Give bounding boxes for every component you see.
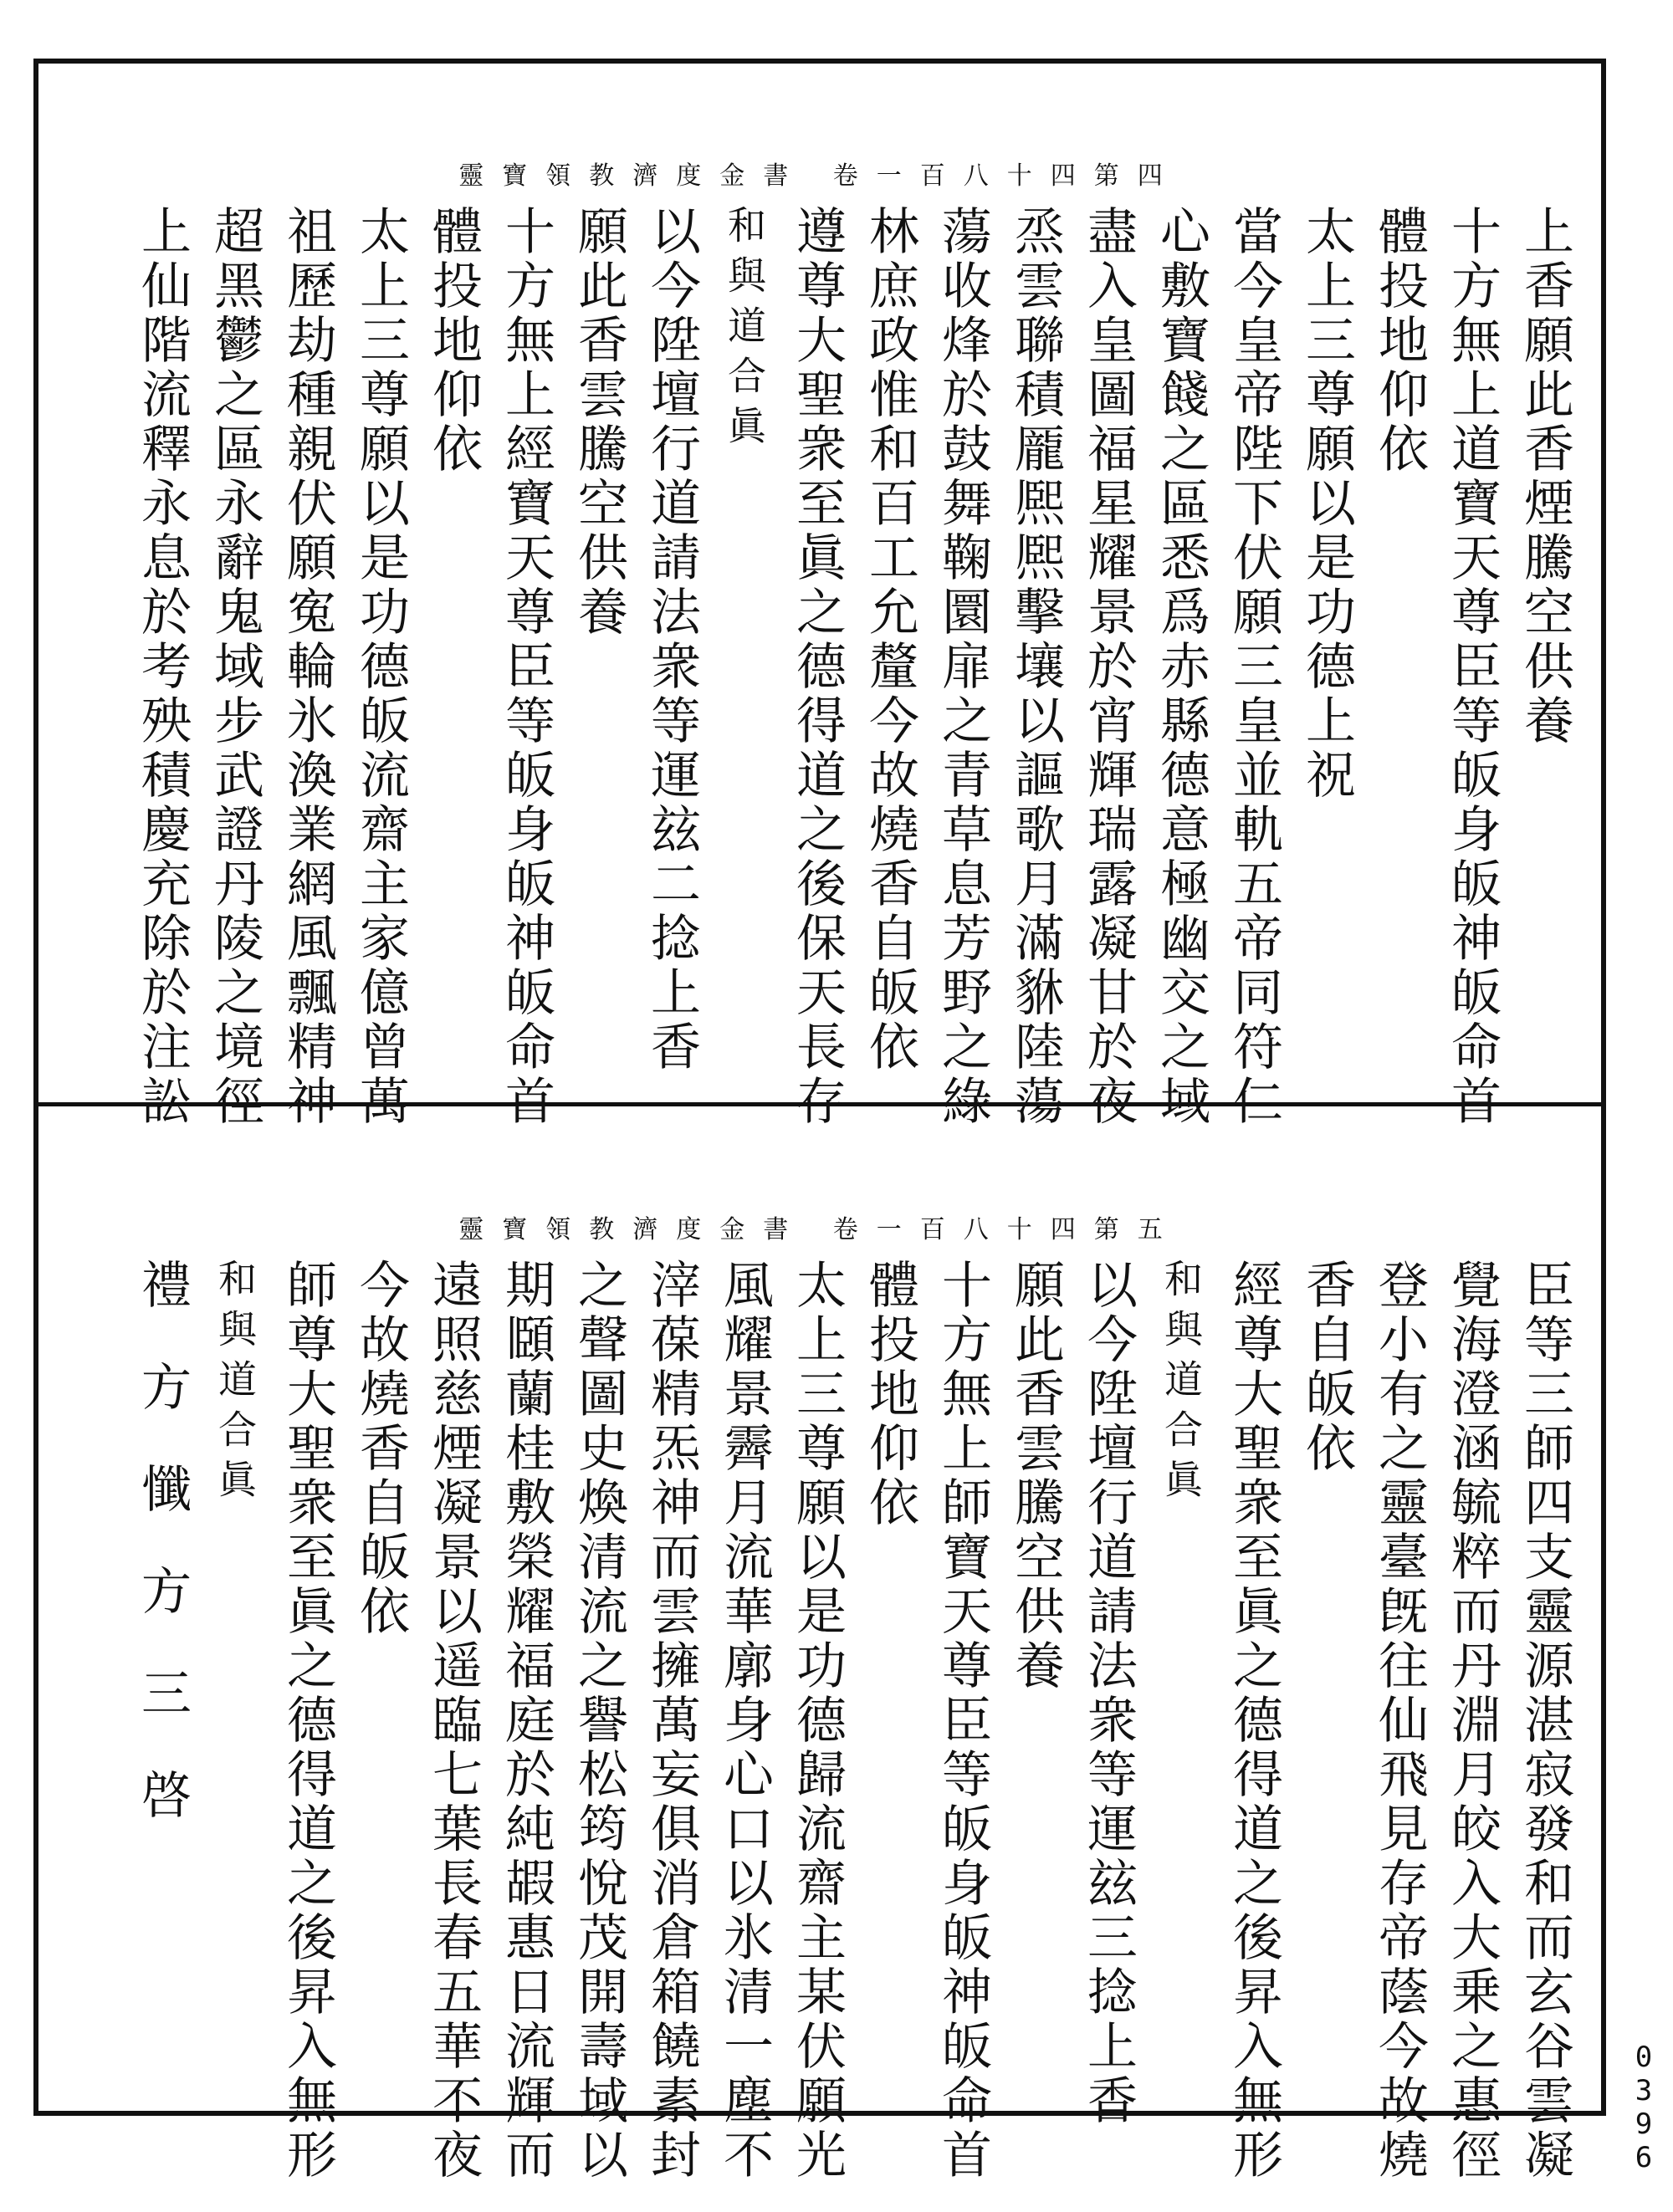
text-column: 臣等三師四支靈源湛寂發和而玄谷雲凝 <box>1516 1259 1574 2183</box>
text-column: 十方無上道寶天尊臣等皈身皈神皈命首 <box>1443 205 1502 1129</box>
text-column: 經尊大聖衆至眞之德得道之後昇入無形 <box>1225 1259 1283 2183</box>
text-column: 師尊大聖衆至眞之德得道之後昇入無形 <box>279 1259 337 2183</box>
text-column: 期頥蘭桂敷榮耀福庭於純嘏惠日流輝而 <box>497 1259 555 2183</box>
text-column: 風耀景霽月流華廓身心口以氷清一塵不 <box>715 1259 774 2183</box>
text-column: 心敷寶餞之區悉爲赤縣德意極幽交之域 <box>1152 205 1210 1129</box>
text-column: 覺海澄涵毓粹而丹淵月皎入大乗之惠徑 <box>1443 1259 1502 2183</box>
text-column: 體投地仰依 <box>424 205 483 477</box>
text-column: 烝雲聯積龎熈熈擊壤以謳歌月滿貅陸蕩 <box>1006 205 1065 1129</box>
lower-page-header: 靈寶領教濟度金書 卷一百八十四第五 <box>458 1215 1181 1244</box>
text-column: 以今陞壇行道請法衆等運玆二捻上香 <box>642 205 701 1075</box>
text-column: 遵尊大聖衆至眞之德得道之後保天長存 <box>788 205 847 1129</box>
text-column: 滓葆精炁神而雲擁萬妄俱消倉箱饒素封 <box>642 1259 701 2183</box>
text-column: 上香願此香煙騰空供養 <box>1516 205 1574 748</box>
upper-page <box>59 155 1581 1158</box>
text-column: 和與道合眞 <box>722 205 767 456</box>
text-column: 十方無上經寶天尊臣等皈身皈神皈命首 <box>497 205 555 1129</box>
text-column: 上仙階流釋永息於考殃積慶充除於注訟 <box>133 205 192 1129</box>
text-column: 登小有之靈臺旣往仙飛見存帝蔭今故燒 <box>1370 1259 1429 2183</box>
text-column: 體投地仰依 <box>861 1259 919 1530</box>
text-column: 盡入皇圖福星耀景於宵輝瑞露凝甘於夜 <box>1079 205 1138 1129</box>
text-column: 香自皈依 <box>1297 1259 1356 1476</box>
page-number: 0396 <box>1635 2041 1653 2174</box>
text-column: 願此香雲騰空供養 <box>570 205 628 640</box>
text-column: 十方無上師寶天尊臣等皈身皈神皈命首 <box>934 1259 992 2183</box>
text-column: 太上三尊願以是功德皈流齋主家億曾萬 <box>351 205 410 1129</box>
upper-page-header: 靈寶領教濟度金書 卷一百八十四第四 <box>458 161 1181 191</box>
lower-page <box>59 1208 1581 2212</box>
text-column: 以今陞壇行道請法衆等運玆三捻上香 <box>1079 1259 1138 2128</box>
text-column: 願此香雲騰空供養 <box>1006 1259 1065 1693</box>
text-column: 蕩收烽於鼓舞鞠圜扉之青草息芳野之綠 <box>934 205 992 1129</box>
text-column: 太上三尊願以是功德上祝 <box>1297 205 1356 803</box>
text-column: 和與道合眞 <box>1159 1259 1204 1510</box>
text-column: 和與道合眞 <box>212 1259 258 1510</box>
text-column: 體投地仰依 <box>1370 205 1429 477</box>
text-column: 太上三尊願以是功德歸流齋主某伏願光 <box>788 1259 847 2183</box>
text-column: 之聲圖史煥清流之譽松筠悅茂開壽域以 <box>570 1259 628 2183</box>
upper-text-columns <box>59 205 1581 1150</box>
text-column: 祖歷劫種親伏願寃輪氷渙業網風飄精神 <box>279 205 337 1129</box>
text-column: 禮方懺方三啓 <box>133 1259 192 1871</box>
lower-text-columns <box>59 1259 1581 2204</box>
text-column: 超黑鬱之區永辭鬼域步武證丹陵之境徑 <box>206 205 264 1129</box>
text-column: 遠照慈煙凝景以遥臨七葉長春五華不夜 <box>424 1259 483 2183</box>
text-column: 今故燒香自皈依 <box>351 1259 410 1639</box>
text-column: 林庶政惟和百工允釐今故燒香自皈依 <box>861 205 919 1075</box>
text-column: 當今皇帝陛下伏願三皇並軌五帝同符仁 <box>1225 205 1283 1129</box>
